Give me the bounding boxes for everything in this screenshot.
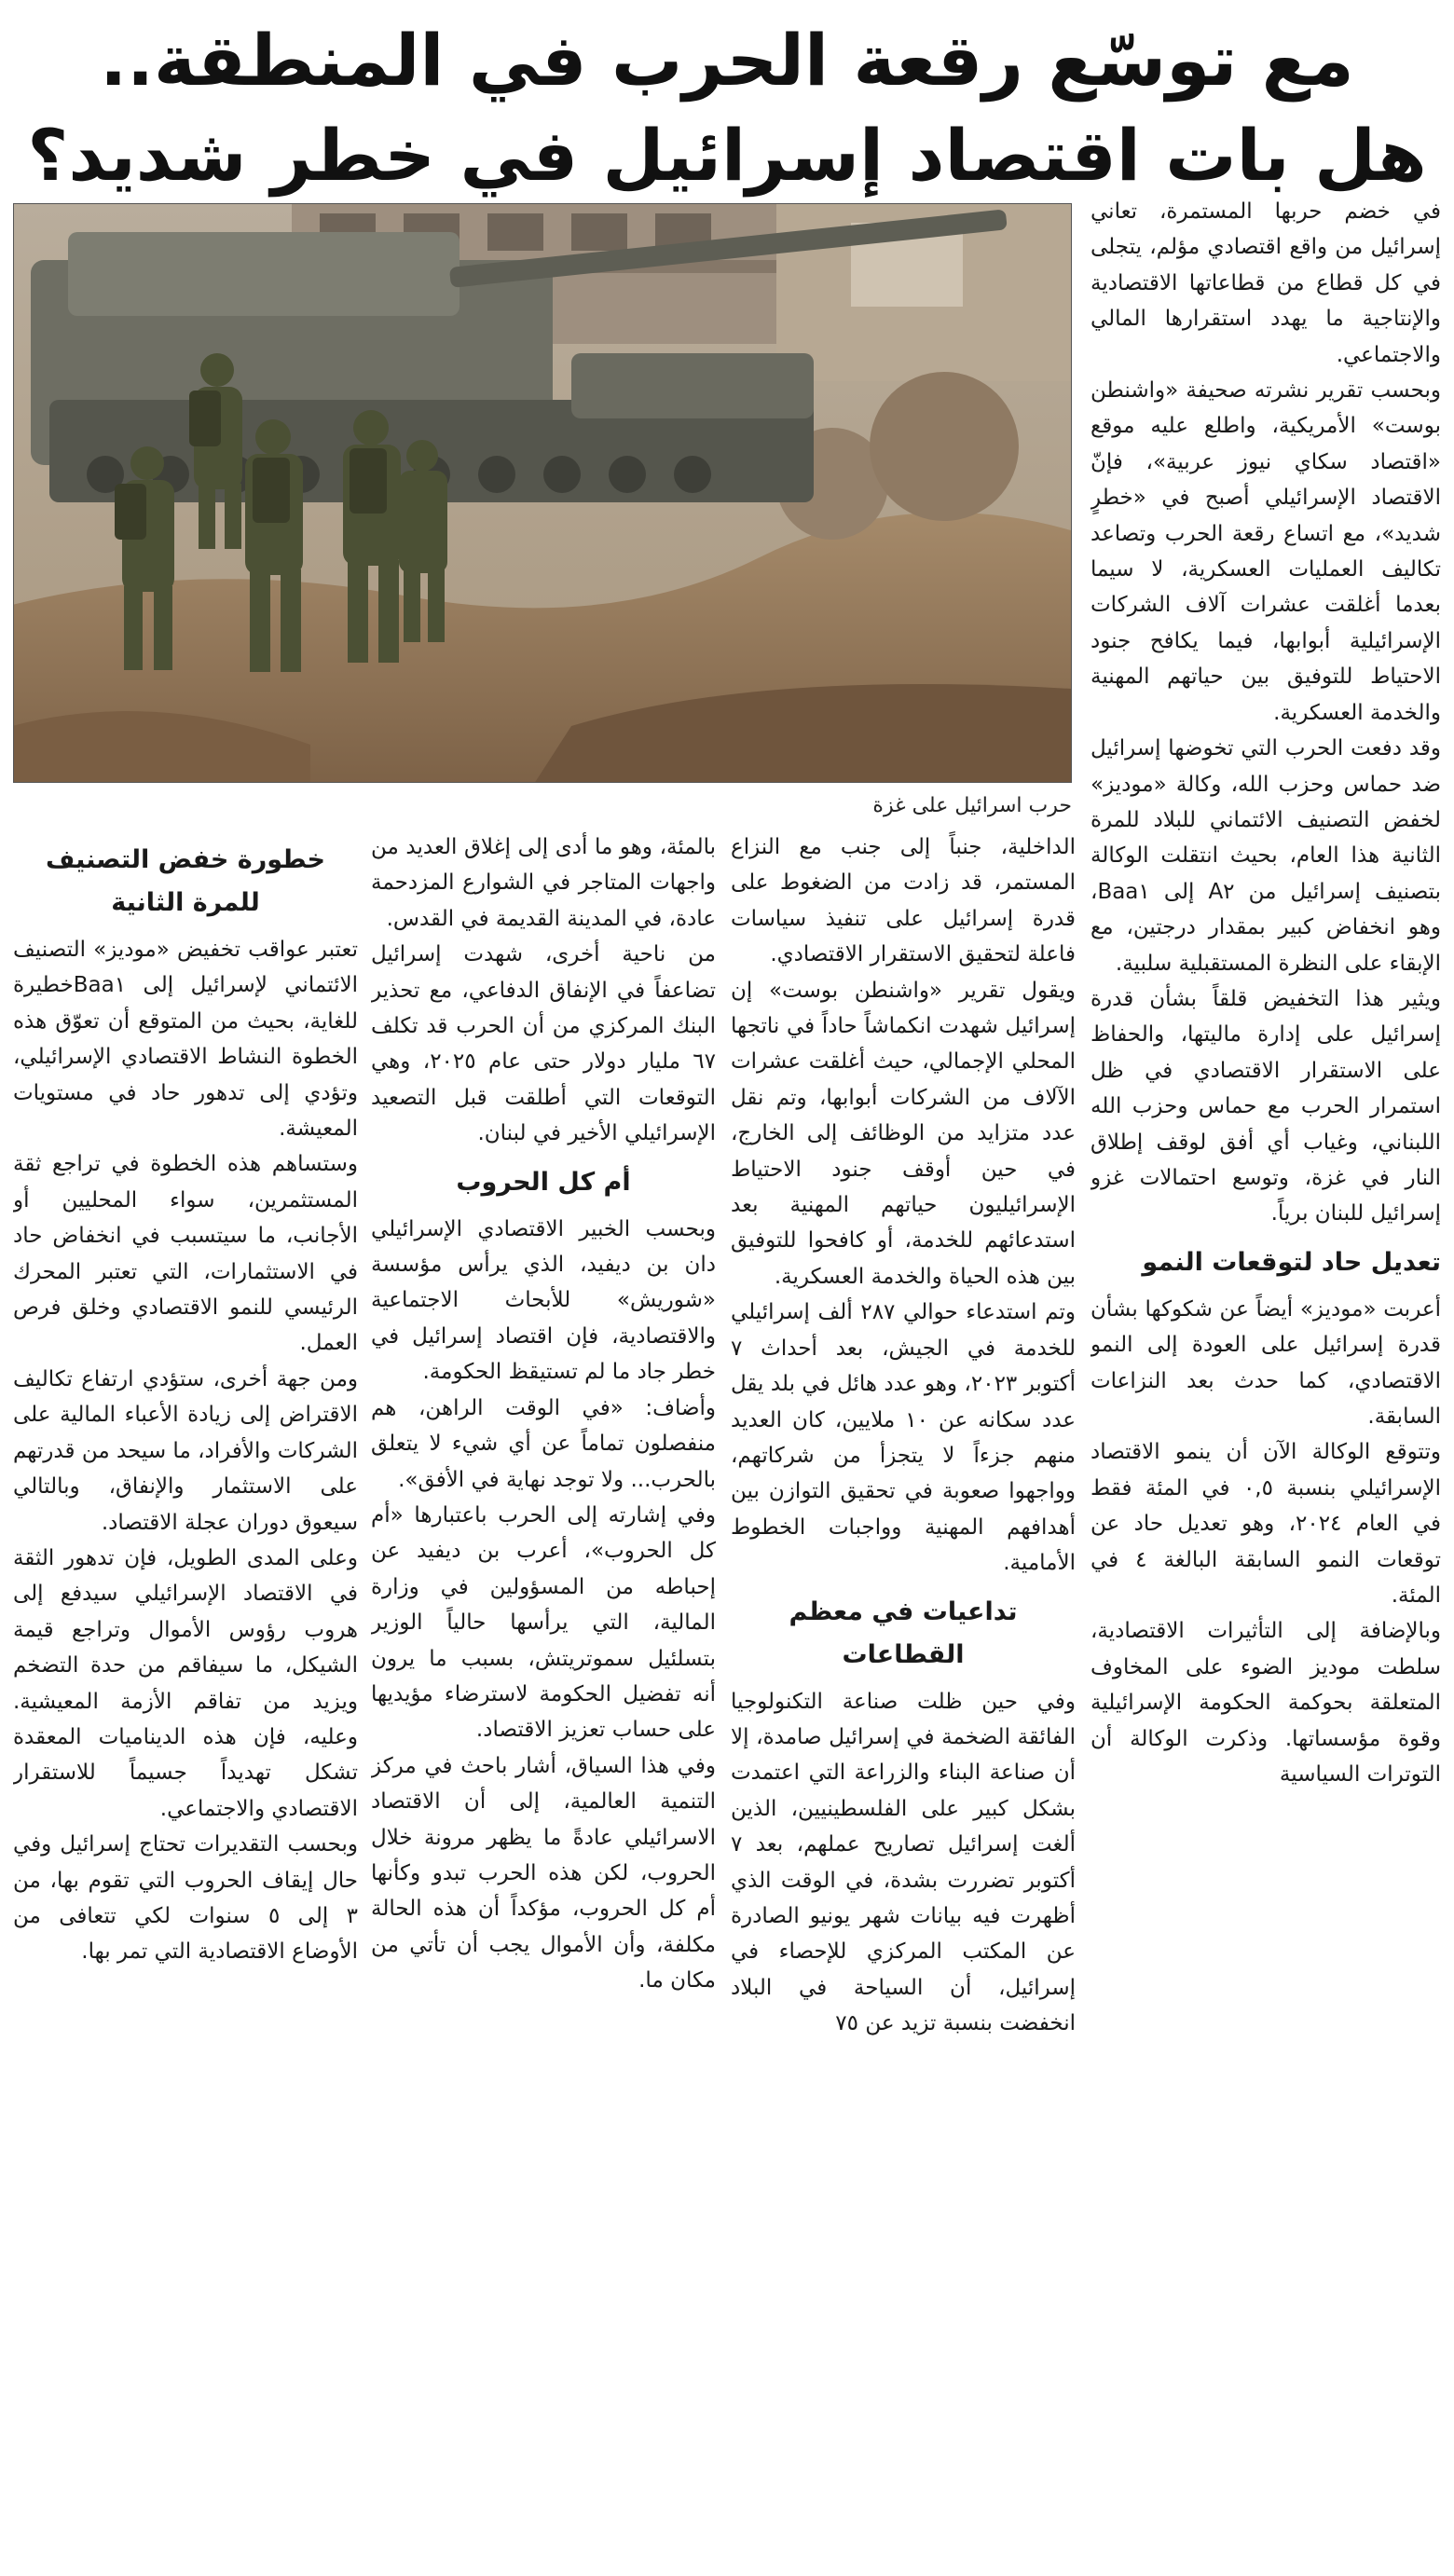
soldiers-tank-photo <box>13 203 1072 783</box>
paragraph: وعلى المدى الطويل، فإن تدهور الثقة في الاقتصاد الإسرائيلي سيدفع إلى هروب رؤوس الأموال وتراجع قيمة الشيكل، ما سيفاقم من حدة التضخم ويزيد من تفاقم الأزمة المعيشية. وعليه، فإن هذه الديناميات المعقدة تشكل تهديداً جسيماً للاستقرار الاقتصادي والاجتماعي. <box>13 1545 358 1821</box>
paragraph: وبحسب التقديرات تحتاج إسرائيل وفي حال إيقاف الحروب التي تقوم بها، من ٣ إلى ٥ سنوات لكي تتعافى من الأوضاع الاقتصادية التي تمر بها. <box>13 1832 358 1965</box>
paragraph: ويقول تقرير «واشنطن بوست» إن إسرائيل شهدت انكماشاً حاداً في ناتجها المحلي الإجمالي، حيث أغلقت عشرات الآلاف من الشركات أبوابها، وتم نقل عدد متزايد من الوظائف إلى الخارج، في حين أوقف جنود الاحتياط الإسرائيليون حياتهم المهنية بعد استدعائهم للخدمة، أو كافحوا للتوفيق بين هذه الحياة والخدمة العسكرية. <box>731 978 1076 1289</box>
paragraph: وأضاف: «في الوقت الراهن، هم منفصلون تماماً عن أي شيء لا يتعلق بالحرب... ولا توجد نهاية في الأفق». <box>371 1395 716 1492</box>
paragraph: وتتوقع الوكالة الآن أن ينمو الاقتصاد الإسرائيلي بنسبة ٠,٥ في المئة فقط في العام ٢٠٢٤، وهو تعديل حاد عن توقعات النمو السابقة البالغة ٤ في المئة. <box>1090 1440 1441 1609</box>
paragraph: وبحسب تقرير نشرته صحيفة «واشنطن بوست» الأمريكية، واطلع عليه موقع «اقتصاد سكاي نيوز عربية»، فإنّ الاقتصاد الإسرائيلي أصبح في «خطرٍ شديد»، مع اتساع رقعة الحرب وتصاعد تكاليف العمليات العسكرية، لا سيما بعدما أغلقت عشرات آلاف الشركات الإسرائيلية أبوابها، فيما يكافح جنود الاحتياط للتوفيق بين حياتهم المهنية والخدمة العسكرية. <box>1090 378 1441 725</box>
article-column-1 <box>1090 194 1441 2570</box>
paragraph: من ناحية أخرى، شهدت إسرائيل تضاعفاً في الإنفاق الدفاعي، مع تحذير البنك المركزي من أن الحرب قد تكلف ٦٧ مليار دولار حتى عام ٢٠٢٥، وهي التوقعات التي أطلقت قبل التصعيد الإسرائيلي الأخير في لبنان. <box>371 942 716 1146</box>
paragraph: تعتبر عواقب تخفيض «موديز» التصنيف الائتماني لإسرائيل إلى Baa١خطيرة للغاية، بحيث من المتوقع أن تعوّق هذه الخطوة النشاط الاقتصادي الإسرائيلي، وتؤدي إلى تدهور حاد في مستويات المعيشة. <box>13 938 358 1142</box>
subheading-growth-forecast: تعديل حاد لتوقعات النمو <box>1142 1247 1441 1277</box>
paragraph: وفي هذا السياق، أشار باحث في مركز التنمية العالمية، إلى أن الاقتصاد الاسرائيلي عادةً ما يظهر مرونة خلال الحروب، لكن هذه الحرب تبدو وكأنها أم كل الحروب، مؤكداً أن هذه الحالة مكلفة، وأن الأموال يجب أن تأتي من مكان ما. <box>371 1753 716 1994</box>
article-column-4 <box>13 829 358 2570</box>
article-column-2 <box>731 829 1076 2570</box>
paragraph: وفي إشارته إلى الحرب باعتبارها «أم كل الحروب»، أعرب بن ديفيد عن إحباطه من المسؤولين في وزارة المالية، التي يرأسها حالياً الوزير بتسلئيل سموتريتش، بسبب ما يرون أنه تفضيل الحكومة لاسترضاء مؤيديها على حساب تعزيز الاقتصاد. <box>371 1502 716 1743</box>
photo-caption: حرب اسرائيل على غزة <box>872 794 1072 817</box>
paragraph: الداخلية، جنباً إلى جنب مع النزاع المستمر، قد زادت من الضغوط على قدرة إسرائيل على تنفيذ سياسات فاعلة لتحقيق الاستقرار الاقتصادي. <box>731 835 1076 967</box>
paragraph: بالمئة، وهو ما أدى إلى إغلاق العديد من واجهات المتاجر في الشوارع المزدحمة عادة، في المدينة القديمة في القدس. <box>371 835 716 931</box>
paragraph: وبالإضافة إلى التأثيرات الاقتصادية، سلطت موديز الضوء على المخاوف المتعلقة بحوكمة الحكومة الإسرائيلية وقوة مؤسساتها. وذكرت الوكالة أن التوترات السياسية <box>1090 1619 1441 1788</box>
paragraph: وستساهم هذه الخطوة في تراجع ثقة المستثمرين، سواء المحليين أو الأجانب، ما سيتسبب في انخفاض حاد في الاستثمارات، التي تعتبر المحرك الرئيسي للنمو الاقتصادي وخلق فرص العمل. <box>13 1152 358 1356</box>
paragraph: في خضم حربها المستمرة، تعاني إسرائيل من واقع اقتصادي مؤلم، يتجلى في كل قطاع من قطاعاتها الاقتصادية والإنتاجية ما يهدد استقرارها المالي والاجتماعي. <box>1090 199 1441 367</box>
headline-line-1: مع توسّع رقعة الحرب في المنطقة.. <box>100 19 1354 102</box>
paragraph: أعربت «موديز» أيضاً عن شكوكها بشأن قدرة إسرائيل على العودة إلى النمو الاقتصادي، كما حدث بعد النزاعات السابقة. <box>1090 1296 1441 1429</box>
paragraph: وبحسب الخبير الاقتصادي الإسرائيلي دان بن ديفيد، الذي يرأس مؤسسة «شوريش» للأبحاث الاجتماعية والاقتصادية، فإن اقتصاد إسرائيل في خطر جاد ما لم تستيقظ الحكومة. <box>371 1216 716 1385</box>
subheading-mother-of-wars: أم كل الحروب <box>456 1167 631 1197</box>
article-photo <box>13 203 1072 783</box>
paragraph: وفي حين ظلت صناعة التكنولوجيا الفائقة الضخمة في إسرائيل صامدة، إلا أن صناعة البناء والزراعة التي اعتمدت بشكل كبير على الفلسطينيين، الذين ألغت إسرائيل تصاريح عملهم، بعد ٧ أكتوبر تضررت بشدة، في الوقت الذي أظهرت فيه بيانات شهر يونيو الصادرة عن المكتب المركزي للإحصاء في إسرائيل، أن السياحة في البلاد انخفضت بنسبة تزيد عن ٧٥ <box>731 1689 1076 2036</box>
subheading-rating-downgrade: خطورة خفض التصنيف للمرة الثانية <box>46 845 325 917</box>
paragraph: وقد دفعت الحرب التي تخوضها إسرائيل ضد حماس وحزب الله، وكالة «موديز» لخفض التصنيف الائتماني للبلاد للمرة الثانية هذا العام، بحيث انتقلت الوكالة بتصنيف إسرائيل من A٢ إلى Baa١، وهو انخفاض كبير بمقدار درجتين، مع الإبقاء على النظرة المستقبلية سلبية. <box>1090 736 1441 976</box>
headline-line-2: هل بات اقتصاد إسرائيل في خطر شديد؟ <box>27 114 1427 197</box>
paragraph: وتم استدعاء حوالي ٢٨٧ ألف إسرائيلي للخدمة في الجيش، بعد أحداث ٧ أكتوبر ٢٠٢٣، وهو عدد هائل في بلد يقل عدد سكانه عن ١٠ ملايين، كان العديد منهم جزءاً لا يتجزأ من شركاتهم، وواجهوا صعوبة في تحقيق التوازن بين أهدافهم المهنية وواجبات الخطوط الأمامية. <box>731 1300 1076 1576</box>
photo-illustration <box>13 204 1071 783</box>
paragraph: ومن جهة أخرى، ستؤدي ارتفاع تكاليف الاقتراض إلى زيادة الأعباء المالية على الشركات والأفراد، ما سيحد من قدرتهم على الاستثمار والإنفاق، وبالتالي سيعوق دوران عجلة الاقتصاد. <box>13 1366 358 1535</box>
subheading-sector-impacts: تداعيات في معظم القطاعات <box>789 1596 1018 1669</box>
headline <box>0 13 1454 203</box>
paragraph: ويثير هذا التخفيض قلقاً بشأن قدرة إسرائيل على إدارة ماليتها، والحفاظ على الاستقرار الاقتصادي في ظل استمرار الحرب مع حماس وحزب الله اللبناني، وغياب أي أفق لوقف إطلاق النار في غزة، وتوسع احتمالات غزو إسرائيل للبنان برياً. <box>1090 986 1441 1226</box>
article-column-3 <box>371 829 716 2570</box>
